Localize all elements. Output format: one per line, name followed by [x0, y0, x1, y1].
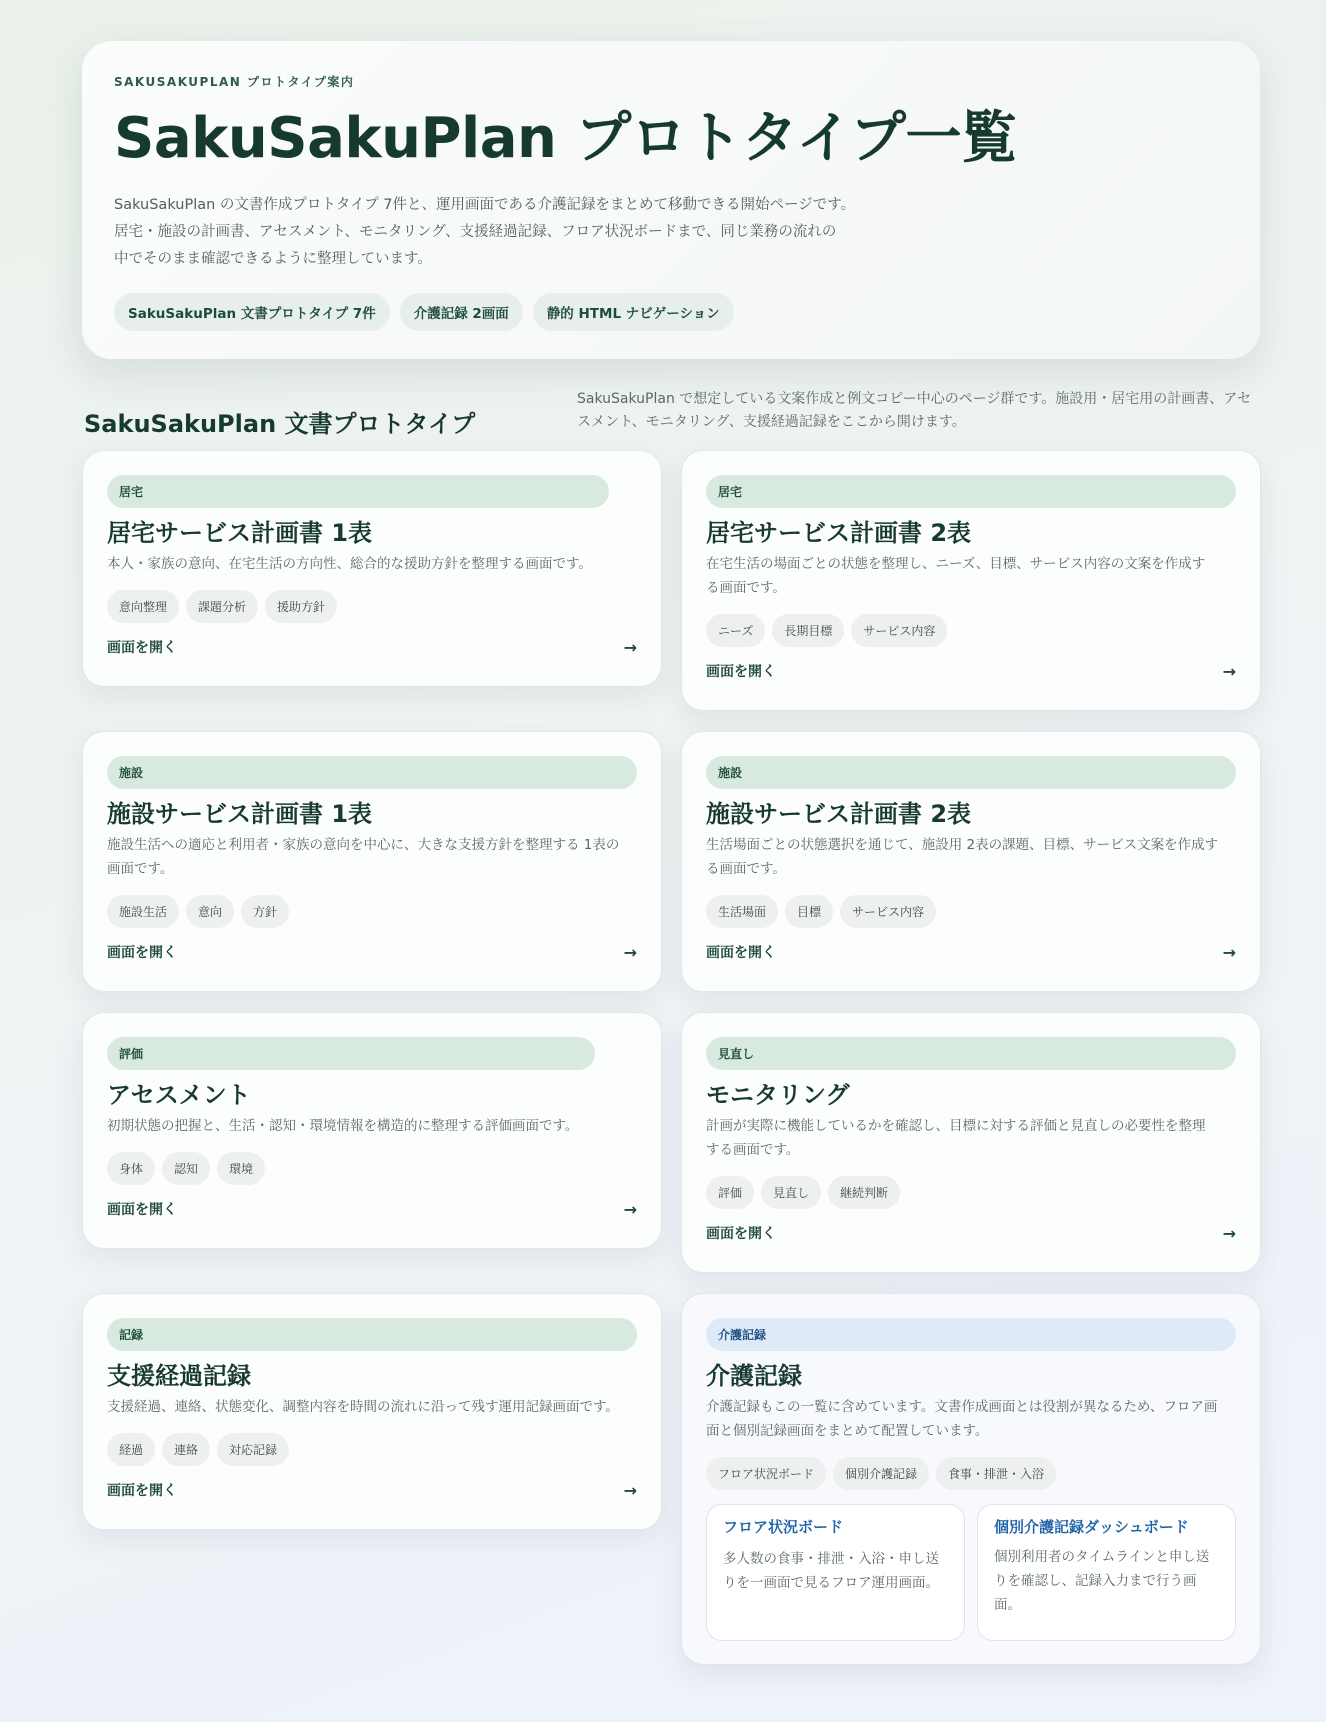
card-chip: 意向: [186, 895, 234, 928]
card-desc-line: 計画が実際に機能しているかを確認し、目標に対する評価と見直しの必要性を整理: [706, 1118, 1206, 1134]
sub-link-title: 個別介護記録ダッシュボード: [994, 1518, 1189, 1536]
hero-chip-list: [114, 293, 1228, 331]
section-desc-line: スメント、モニタリング、支援経過記録をここから開けます。: [577, 414, 966, 430]
card-chip: 環境: [217, 1152, 265, 1185]
hero-chip-static-nav: 静的 HTML ナビゲーション: [533, 293, 734, 331]
hero-desc-line: 中でそのまま確認できるように整理しています。: [114, 250, 432, 267]
arrow-right-icon: →: [1222, 942, 1236, 962]
card-desc-line: 介護記録もこの一覧に含めています。文書作成画面とは役割が異なるため、フロア画: [706, 1399, 1218, 1415]
hero-eyebrow: SAKUSAKUPLAN プロトタイプ案内: [114, 75, 355, 89]
sub-desc-line: 面。: [994, 1597, 1021, 1613]
card-desc-line: 施設生活への適応と利用者・家族の意向を中心に、大きな支援方針を整理する 1表の: [107, 837, 620, 853]
sub-desc-line: 多人数の食事・排泄・入浴・申し送: [723, 1551, 939, 1567]
card-desc-line: 画面です。: [107, 861, 174, 877]
card-chip: 長期目標: [772, 614, 844, 647]
card-chip: フロア状況ボード: [706, 1457, 826, 1490]
card-chip-list: [706, 1457, 1236, 1490]
card-desc-line: 本人・家族の意向、在宅生活の方向性、総合的な援助方針を整理する画面です。: [107, 556, 592, 572]
card-desc-line: 支援経過、連絡、状態変化、調整内容を時間の流れに沿って残す運用記録画面です。: [107, 1399, 619, 1415]
card-desc-line: 初期状態の把握と、生活・認知・環境情報を構造的に整理する評価画面です。: [107, 1118, 579, 1134]
card-chip: 食事・排泄・入浴: [936, 1457, 1056, 1490]
card-chip: 個別介護記録: [833, 1457, 929, 1490]
card-title: 施設サービス計画書 2表: [706, 800, 972, 828]
sub-link-title: フロア状況ボード: [723, 1518, 844, 1536]
card-title: 支援経過記録: [107, 1362, 251, 1390]
card-description: [107, 552, 637, 576]
card-tag: 施設: [107, 756, 637, 789]
card-chip: 連絡: [162, 1433, 210, 1466]
card-chip: サービス内容: [840, 895, 936, 928]
card-desc-line: 面と個別記録画面をまとめて配置しています。: [706, 1423, 989, 1439]
arrow-right-icon: →: [1222, 661, 1236, 681]
sub-desc-line: 個別利用者のタイムラインと申し送: [994, 1549, 1210, 1565]
floor-status-board-link[interactable]: [706, 1504, 965, 1641]
card-chip-list: [107, 895, 637, 928]
section-desc-line: SakuSakuPlan で想定している文案作成と例文コピー中心のページ群です。施設用・居宅用の計画書、アセ: [577, 391, 1252, 407]
open-screen-link[interactable]: [107, 1197, 637, 1221]
sub-desc-line: りを確認し、記録入力まで行う画: [994, 1573, 1197, 1589]
kaigo-sub-links: [706, 1504, 1236, 1641]
card-kyotaku-plan-1[interactable]: [82, 450, 662, 687]
hero-desc-line: SakuSakuPlan の文書作成プロトタイプ 7件と、運用画面である介護記録をまとめて移動できる開始ページです。: [114, 196, 856, 213]
individual-care-record-dashboard-link[interactable]: [977, 1504, 1236, 1641]
card-chip: 対応記録: [217, 1433, 289, 1466]
card-tag: 評価: [107, 1037, 595, 1070]
section-description: [577, 388, 1257, 434]
card-desc-line: 生活場面ごとの状態選択を通じて、施設用 2表の課題、目標、サービス文案を作成す: [706, 837, 1219, 853]
card-chip: 見直し: [761, 1176, 821, 1209]
arrow-right-icon: →: [623, 942, 637, 962]
card-chip: 施設生活: [107, 895, 179, 928]
open-screen-label: 画面を開く: [706, 1226, 776, 1242]
card-description: [107, 1395, 637, 1419]
card-chip-list: [706, 1176, 1236, 1209]
arrow-right-icon: →: [623, 1199, 637, 1219]
card-chip: 経過: [107, 1433, 155, 1466]
card-desc-line: 在宅生活の場面ごとの状態を整理し、ニーズ、目標、サービス内容の文案を作成す: [706, 556, 1206, 572]
card-tag: 施設: [706, 756, 1236, 789]
card-chip: 評価: [706, 1176, 754, 1209]
card-chip: 継続判断: [828, 1176, 900, 1209]
card-description: [706, 1114, 1236, 1162]
card-chip: ニーズ: [706, 614, 765, 647]
card-desc-line: る画面です。: [706, 861, 786, 877]
open-screen-label: 画面を開く: [107, 945, 177, 961]
card-title: アセスメント: [107, 1081, 251, 1109]
card-monitoring[interactable]: [681, 1012, 1261, 1273]
card-description: [706, 552, 1236, 600]
sub-link-description: [994, 1545, 1219, 1617]
card-tag: 居宅: [107, 475, 609, 508]
hero-chip-doc-count: SakuSakuPlan 文書プロトタイプ 7件: [114, 293, 390, 331]
card-chip: 目標: [785, 895, 833, 928]
sub-desc-line: りを一画面で見るフロア運用画面。: [723, 1575, 939, 1591]
open-screen-link[interactable]: [706, 659, 1236, 683]
card-chip-list: [706, 895, 1236, 928]
card-chip-list: [107, 590, 637, 623]
open-screen-link[interactable]: [107, 635, 637, 659]
card-description: [107, 833, 637, 881]
card-chip: 援助方針: [265, 590, 337, 623]
card-chip-list: [706, 614, 1236, 647]
open-screen-link[interactable]: [706, 1221, 1236, 1245]
card-chip-list: [107, 1433, 637, 1466]
arrow-right-icon: →: [623, 1480, 637, 1500]
card-title: 施設サービス計画書 1表: [107, 800, 373, 828]
card-desc-line: する画面です。: [706, 1142, 800, 1158]
card-support-progress-record[interactable]: [82, 1293, 662, 1530]
card-title: 居宅サービス計画書 1表: [107, 519, 373, 547]
open-screen-link[interactable]: [107, 940, 637, 964]
card-title: モニタリング: [706, 1081, 850, 1109]
section-title: SakuSakuPlan 文書プロトタイプ: [84, 410, 476, 438]
hero-description: [114, 192, 874, 273]
card-chip-list: [107, 1152, 637, 1185]
hero-desc-line: 居宅・施設の計画書、アセスメント、モニタリング、支援経過記録、フロア状況ボードまで、同じ業務の流れの: [114, 223, 837, 240]
sub-link-description: [723, 1547, 948, 1595]
page-title: SakuSakuPlan プロトタイプ一覧: [114, 106, 1017, 171]
card-tag: 記録: [107, 1318, 637, 1351]
open-screen-label: 画面を開く: [107, 1202, 177, 1218]
card-title: 居宅サービス計画書 2表: [706, 519, 972, 547]
open-screen-label: 画面を開く: [706, 664, 776, 680]
card-tag: 介護記録: [706, 1318, 1236, 1351]
card-description: [706, 1395, 1236, 1443]
open-screen-link[interactable]: [107, 1478, 637, 1502]
card-description: [706, 833, 1236, 881]
card-desc-line: る画面です。: [706, 580, 786, 596]
card-tag: 見直し: [706, 1037, 1236, 1070]
open-screen-label: 画面を開く: [107, 640, 177, 656]
card-kyotaku-plan-2[interactable]: [681, 450, 1261, 711]
card-chip: サービス内容: [851, 614, 947, 647]
arrow-right-icon: →: [1222, 1223, 1236, 1243]
hero-chip-kaigo-count: 介護記録 2画面: [400, 293, 523, 331]
card-kaigo-record: [681, 1293, 1261, 1665]
card-chip: 認知: [162, 1152, 210, 1185]
arrow-right-icon: →: [623, 637, 637, 657]
card-chip: 意向整理: [107, 590, 179, 623]
open-screen-label: 画面を開く: [107, 1483, 177, 1499]
hero-panel: [82, 41, 1260, 359]
open-screen-link[interactable]: [706, 940, 1236, 964]
card-assessment[interactable]: [82, 1012, 662, 1249]
card-shisetsu-plan-2[interactable]: [681, 731, 1261, 992]
card-chip: 方針: [241, 895, 289, 928]
card-description: [107, 1114, 637, 1138]
card-chip: 生活場面: [706, 895, 778, 928]
card-shisetsu-plan-1[interactable]: [82, 731, 662, 992]
card-tag: 居宅: [706, 475, 1236, 508]
open-screen-label: 画面を開く: [706, 945, 776, 961]
card-title: 介護記録: [706, 1362, 802, 1390]
card-chip: 身体: [107, 1152, 155, 1185]
card-chip: 課題分析: [186, 590, 258, 623]
